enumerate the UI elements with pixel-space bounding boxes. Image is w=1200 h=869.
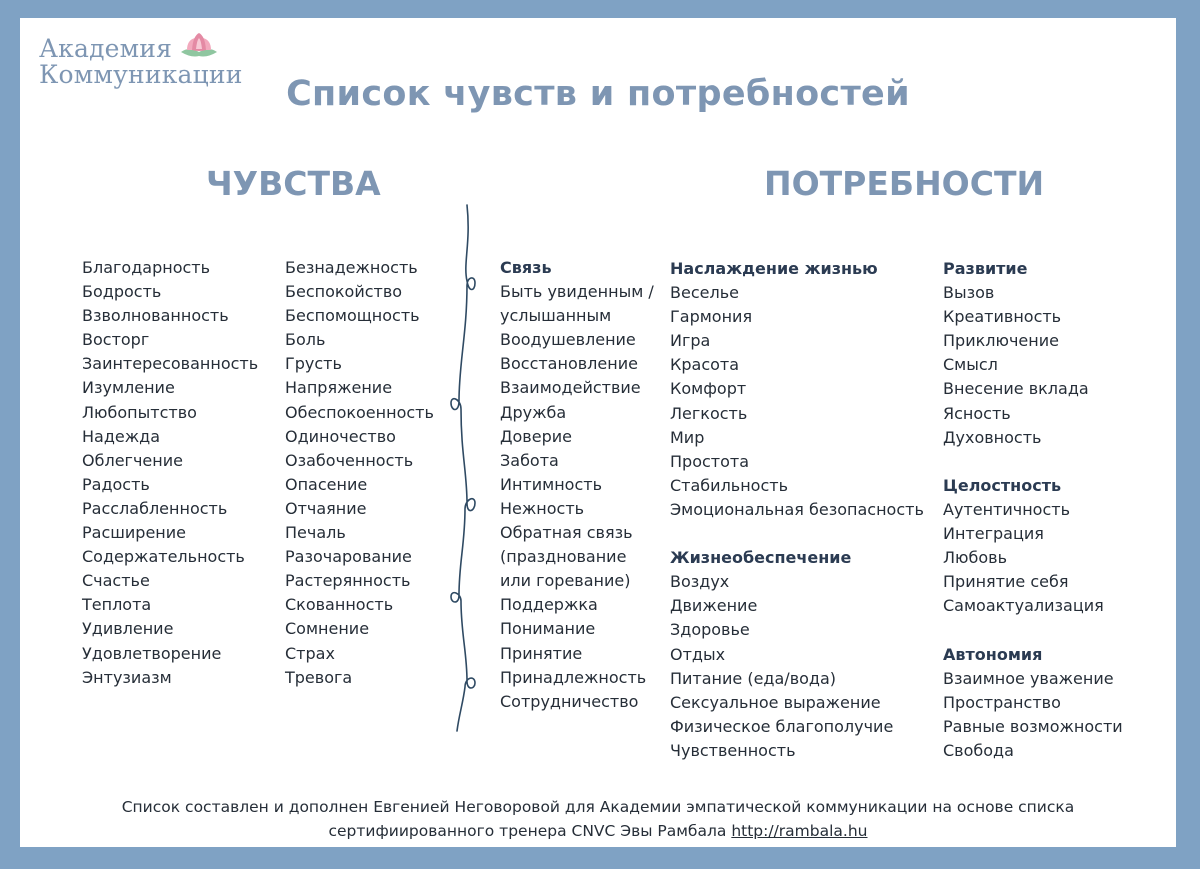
list-item: Внесение вклада <box>943 379 1089 399</box>
list-item: Аутентичность <box>943 499 1071 519</box>
list-item: Безнадежность <box>285 258 418 277</box>
footer-line-1: Список составлен и дополнен Евгенией Неговоровой для Академии эмпатической коммуникации на основе списка <box>121 798 1075 816</box>
list-item: Бодрость <box>82 282 162 302</box>
list-item: Боль <box>285 330 326 350</box>
logo-line-2: Коммуникации <box>39 60 243 89</box>
list-item: Вызов <box>943 283 995 303</box>
list-item: Отдых <box>670 644 726 664</box>
list-item: Заинтересованность <box>82 354 259 374</box>
list-item: Страх <box>285 643 335 663</box>
footer-credits <box>20 795 1176 843</box>
list-item: Воздух <box>670 572 730 592</box>
list-item: Грусть <box>285 354 342 374</box>
list-item: Интеграция <box>943 524 1044 544</box>
group-title-integrity: Целостность <box>943 475 1062 495</box>
list-item: Смысл <box>943 355 998 375</box>
list-item: Принадлежность <box>500 667 647 687</box>
list-item: Изумление <box>82 378 175 398</box>
needs-enjoyment-sustenance-list <box>670 257 924 763</box>
list-item: Свобода <box>943 740 1014 760</box>
list-item: Принятие <box>500 643 583 663</box>
page-sheet <box>20 18 1176 847</box>
list-item: Самоактуализация <box>943 596 1104 616</box>
group-title-enjoyment: Наслаждение жизнью <box>670 259 878 278</box>
list-item: Теплота <box>82 595 152 615</box>
list-item: Доверие <box>500 426 572 446</box>
list-item: Стабильность <box>670 475 789 495</box>
list-item: Равные возможности <box>943 716 1123 736</box>
list-item: Энтузиазм <box>82 667 172 687</box>
list-item: Гармония <box>670 307 753 327</box>
list-item: или горевание) <box>500 571 631 591</box>
list-item: Быть увиденным / <box>500 282 654 302</box>
feelings-list-negative <box>285 256 434 690</box>
list-item: Сексуальное выражение <box>670 692 881 712</box>
list-item: Любовь <box>943 548 1008 568</box>
list-item: Движение <box>670 596 758 616</box>
list-item: Ясность <box>943 403 1011 423</box>
list-item: Поддержка <box>500 595 598 615</box>
spacer <box>943 450 1123 474</box>
spacer <box>670 522 924 546</box>
needs-heading: ПОТРЕБНОСТИ <box>764 164 1045 203</box>
needs-connection-list <box>500 256 654 714</box>
list-item: Удовлетворение <box>82 643 222 663</box>
list-item: Здоровье <box>670 620 750 640</box>
list-item: Благодарность <box>82 258 211 277</box>
list-item: Простота <box>670 451 750 471</box>
list-item: Расслабленность <box>82 498 228 518</box>
group-title-development: Развитие <box>943 259 1028 278</box>
logo-line-1: Академия <box>39 34 173 63</box>
footer-line-2-text: сертифиированного тренера CNVC Эвы Рамбала <box>328 822 732 840</box>
list-item: Понимание <box>500 619 596 639</box>
list-item: Комфорт <box>670 379 747 399</box>
lotus-flower-icon <box>177 32 221 60</box>
vine-divider <box>445 203 485 733</box>
list-item: Восторг <box>82 330 150 350</box>
list-item: Духовность <box>943 427 1042 447</box>
list-item: Тревога <box>285 667 353 687</box>
rambala-link[interactable]: http://rambala.hu <box>731 822 868 840</box>
list-item: Напряжение <box>285 378 393 398</box>
list-item: Облегчение <box>82 450 183 470</box>
list-item: Красота <box>670 355 740 375</box>
list-item: Обеспокоенность <box>285 402 434 422</box>
list-item: Взаимодействие <box>500 378 641 398</box>
list-item: Отчаяние <box>285 498 367 518</box>
list-item: Мир <box>670 427 705 447</box>
list-item: Нежность <box>500 498 585 518</box>
list-item: Счастье <box>82 571 150 591</box>
list-item: (празднование <box>500 547 627 567</box>
list-item: Приключение <box>943 331 1059 351</box>
list-item: Обратная связь <box>500 523 633 543</box>
list-item: Надежда <box>82 426 161 446</box>
needs-development-integrity-autonomy-list <box>943 257 1123 763</box>
list-item: Взаимное уважение <box>943 668 1114 688</box>
list-item: Чувственность <box>670 740 796 760</box>
list-item: Восстановление <box>500 354 638 374</box>
list-item: Взволнованность <box>82 306 229 326</box>
list-item: Забота <box>500 450 559 470</box>
list-item: Содержательность <box>82 547 245 567</box>
spacer <box>943 618 1123 642</box>
feelings-heading: ЧУВСТВА <box>206 164 381 203</box>
feelings-list-positive <box>82 256 258 690</box>
list-item: услышанным <box>500 306 612 326</box>
list-item: Интимность <box>500 474 603 494</box>
list-item: Сотрудничество <box>500 691 639 711</box>
group-title-sustenance: Жизнеобеспечение <box>670 548 852 568</box>
list-item: Скованность <box>285 595 394 615</box>
list-item: Одиночество <box>285 426 396 446</box>
footer-line-2 <box>20 819 1176 843</box>
list-item: Легкость <box>670 403 748 423</box>
list-item: Воодушевление <box>500 330 636 350</box>
list-item: Веселье <box>670 283 739 303</box>
list-item: Разочарование <box>285 547 412 567</box>
list-item: Игра <box>670 331 711 351</box>
list-item: Удивление <box>82 619 174 639</box>
list-item: Эмоциональная безопасность <box>670 499 924 519</box>
list-item: Беспокойство <box>285 282 403 302</box>
list-item: Креативность <box>943 307 1062 327</box>
list-item: Сомнение <box>285 619 370 639</box>
list-item: Дружба <box>500 402 567 422</box>
list-item: Любопытство <box>82 402 197 422</box>
list-item: Беспомощность <box>285 306 420 326</box>
list-item: Озабоченность <box>285 450 414 470</box>
list-item: Радость <box>82 474 150 494</box>
list-item: Пространство <box>943 692 1061 712</box>
list-item: Растерянность <box>285 571 411 591</box>
list-item: Физическое благополучие <box>670 716 894 736</box>
list-item: Расширение <box>82 523 186 543</box>
page-title: Список чувств и потребностей <box>286 74 910 114</box>
group-title-connection: Связь <box>500 258 552 277</box>
list-item: Принятие себя <box>943 572 1069 592</box>
list-item: Питание (еда/вода) <box>670 668 837 688</box>
list-item: Печаль <box>285 523 346 543</box>
group-title-autonomy: Автономия <box>943 644 1043 664</box>
list-item: Опасение <box>285 474 368 494</box>
